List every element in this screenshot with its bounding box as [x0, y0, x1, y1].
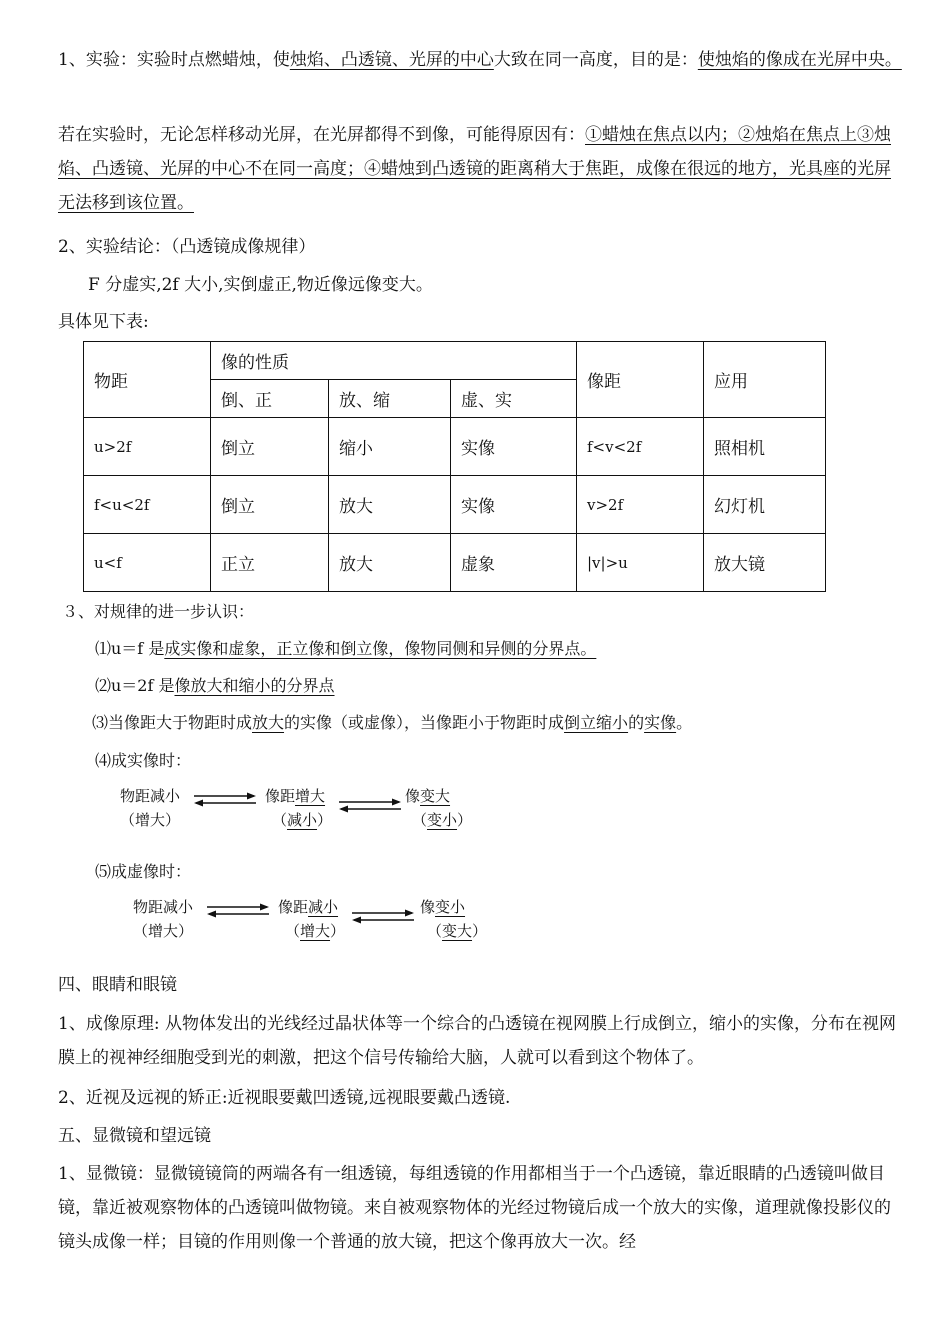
double-arrow-icon: [192, 791, 258, 809]
underlined-text: 烛焰、凸透镜、光屏的中心: [289, 50, 494, 70]
header-sub-type: 虚、实: [451, 380, 577, 418]
cell: 幻灯机: [704, 476, 826, 534]
text: ）: [330, 922, 346, 940]
cell: |v|>u: [577, 534, 704, 592]
cell: 放大镜: [704, 534, 826, 592]
underlined-text: 变小: [435, 898, 466, 916]
text: 若在实验时，无论怎样移动光屏，在光屏都得不到像，可能得原因有：: [58, 125, 585, 145]
text: 1、实验：实验时点燃蜡烛，使: [58, 50, 290, 70]
cell: 倒立: [211, 476, 329, 534]
table-row: [84, 476, 826, 534]
text: ⑵u＝2f 是: [95, 676, 175, 695]
text: （: [272, 811, 288, 829]
text: 。: [676, 713, 693, 732]
para-experiment: [58, 43, 903, 77]
rule-item-4: ⑷成实像时：: [95, 751, 192, 770]
header-object-distance: 物距: [84, 342, 211, 418]
image-size-label: [405, 785, 450, 806]
image-size-label: [420, 896, 465, 917]
image-size-alt-label: [412, 809, 472, 830]
cell: 实像: [451, 418, 577, 476]
text: （: [412, 811, 428, 829]
cell: u<f: [84, 534, 211, 592]
header-image-distance: 像距: [577, 342, 704, 418]
underlined-text: 倒立缩小: [564, 713, 629, 732]
header-sub-size: 放、缩: [329, 380, 451, 418]
object-distance-alt-label: （增大）: [133, 922, 194, 940]
section-4-title: 四、眼睛和眼镜: [58, 975, 177, 995]
image-distance-label: [278, 896, 338, 917]
image-distance-label: [265, 785, 325, 806]
microscope-text: 1、显微镜：显微镜镜筒的两端各有一组透镜，每组透镜的作用都相当于一个凸透镜，靠近眼睛的凸透镜叫做目镜，靠近被观察物体的凸透镜叫做物镜。来自被观察物体的光经过物镜后成一个放大的实像，道理就像投影仪的镜头成像一样；目镜的作用则像一个普通的放大镜，把这个像再放大一次。经: [58, 1164, 891, 1252]
rule-item-1: [95, 637, 596, 661]
text: 像: [405, 787, 421, 805]
image-distance-alt-label: [285, 920, 345, 941]
cell: 实像: [451, 476, 577, 534]
underlined-text: 变大: [420, 787, 451, 805]
section-5-title: 五、显微镜和望远镜: [58, 1126, 211, 1146]
cell: 倒立: [211, 418, 329, 476]
underlined-text: 变小: [427, 811, 458, 829]
underlined-text: 实像: [644, 713, 677, 732]
cell: f<u<2f: [84, 476, 211, 534]
underlined-text: 增大: [295, 787, 326, 805]
cell: f<v<2f: [577, 418, 704, 476]
text: 像: [420, 898, 436, 916]
cell: 放大: [329, 476, 451, 534]
underlined-text: 增大: [300, 922, 331, 940]
object-distance-alt-label: （增大）: [120, 811, 181, 829]
para-see-table: 具体见下表:: [58, 312, 149, 332]
underlined-text: ①蜡烛在焦点以内；②烛焰在焦点上③烛焰、凸透镜、光屏的中心不在同一高度；④蜡烛到凸透镜的距离稍大于焦距，成像在很远的地方，光具座的光屏无法移到该位置。: [58, 125, 891, 213]
header-application: 应用: [704, 342, 826, 418]
rule-item-3: [92, 711, 692, 735]
underlined-text: 减小: [308, 898, 339, 916]
text: （: [285, 922, 301, 940]
text: ）: [472, 922, 488, 940]
eye-principle: 1、成像原理: 从物体发出的光线经过晶状体等一个综合的凸透镜在视网膜上行成倒立，缩小的实像，分布在视网膜上的视神经细胞受到光的刺激，把这个信号传输给大脑，人就可以看到这个物体了。: [58, 1014, 896, 1068]
lens-rule-table: [83, 341, 826, 592]
text: ⑴u＝f 是: [95, 639, 165, 658]
text: 像距: [278, 898, 309, 916]
underlined-text: 减小: [287, 811, 318, 829]
image-distance-alt-label: [272, 809, 332, 830]
underlined-text: 像放大和缩小的分界点: [174, 676, 335, 695]
object-distance-label: 物距减小: [133, 898, 194, 916]
para-conclusion-heading: 2、实验结论：（凸透镜成像规律）: [58, 237, 316, 257]
cell: 正立: [211, 534, 329, 592]
para-mnemonic: F 分虚实,2f 大小,实倒虚正,物近像远像变大。: [88, 275, 433, 295]
text: 大致在同一高度，目的是：: [493, 50, 698, 70]
text: 像距: [265, 787, 296, 805]
table-row: [84, 534, 826, 592]
table-row: [84, 418, 826, 476]
cell: v>2f: [577, 476, 704, 534]
cell: u>2f: [84, 418, 211, 476]
double-arrow-icon: [350, 908, 416, 926]
para-reasons: [58, 118, 903, 220]
underlined-text: 使烛焰的像成在光屏中央。: [697, 50, 902, 70]
cell: 虚象: [451, 534, 577, 592]
cell: 照相机: [704, 418, 826, 476]
section-3-title: ３、对规律的进一步认识：: [62, 602, 255, 621]
rule-item-2: [95, 674, 335, 698]
text: ）: [457, 811, 473, 829]
text: 的: [628, 713, 645, 732]
text: ⑶当像距大于物距时成: [92, 713, 253, 732]
double-arrow-icon: [337, 797, 403, 815]
cell: 缩小: [329, 418, 451, 476]
underlined-text: 放大: [252, 713, 285, 732]
header-sub-orientation: 倒、正: [211, 380, 329, 418]
cell: 放大: [329, 534, 451, 592]
text: 的实像（或虚像），当像距小于物距时成: [284, 713, 565, 732]
object-distance-label: 物距减小: [120, 787, 181, 805]
vision-correction: 2、近视及远视的矫正:近视眼要戴凹透镜,远视眼要戴凸透镜.: [58, 1088, 511, 1108]
double-arrow-icon: [205, 902, 271, 920]
underlined-text: 成实像和虚象，正立像和倒立像，像物同侧和异侧的分界点。: [164, 639, 597, 658]
rule-item-5: ⑸成虚像时：: [95, 862, 192, 881]
text: （: [427, 922, 443, 940]
underlined-text: 变大: [442, 922, 473, 940]
image-size-alt-label: [427, 920, 487, 941]
header-image-nature: 像的性质: [211, 342, 577, 380]
text: ）: [317, 811, 333, 829]
